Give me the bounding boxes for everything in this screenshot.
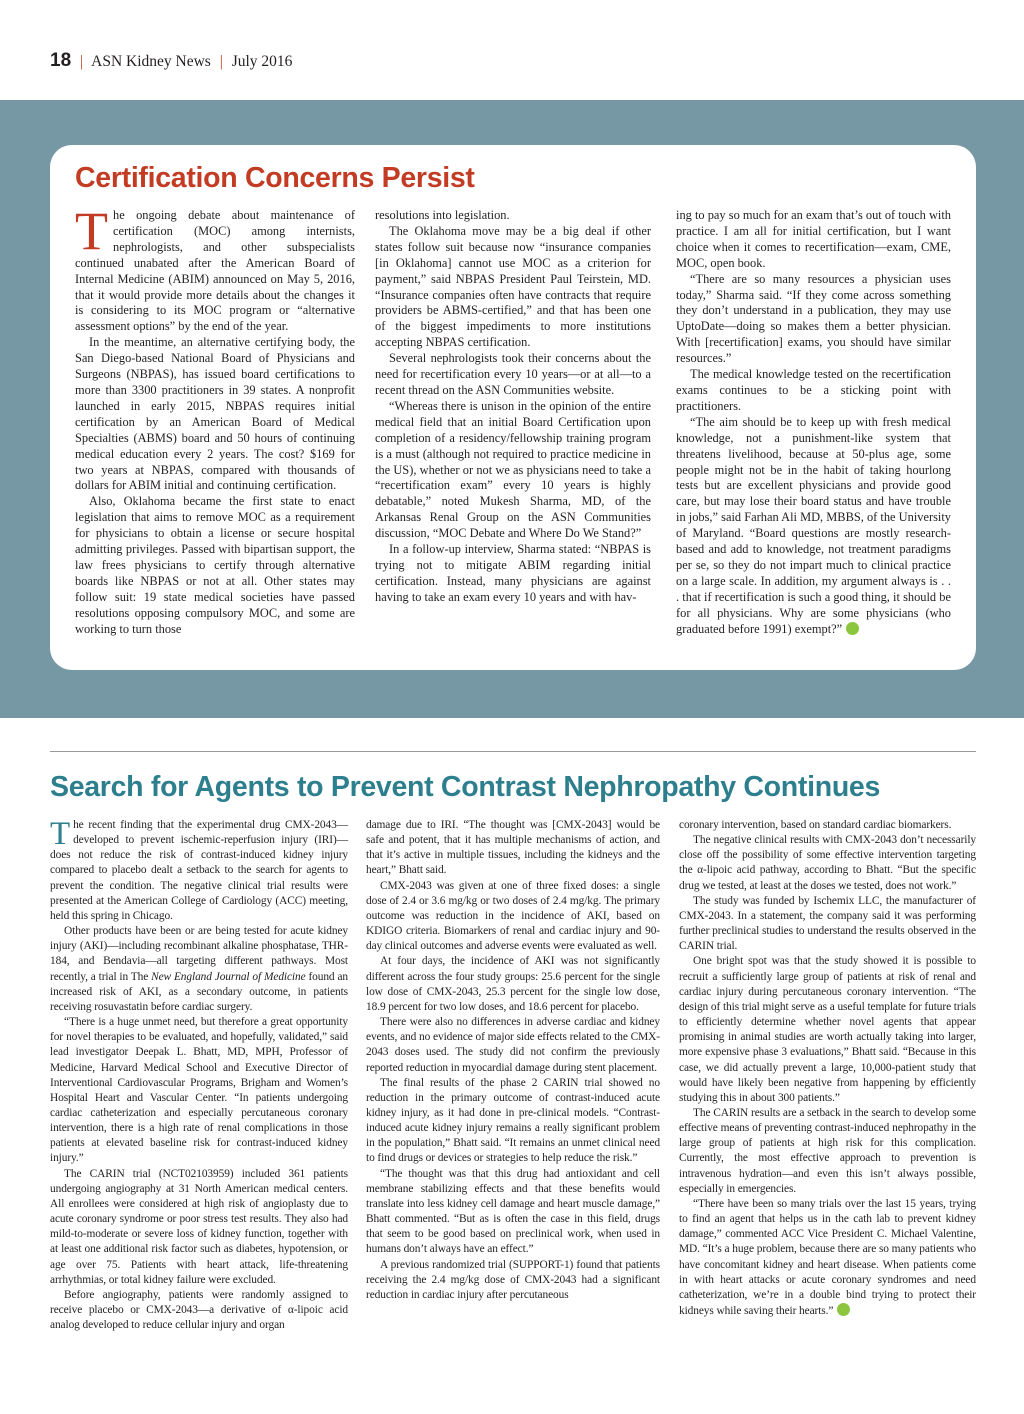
paragraph: damage due to IRI. “The thought was [CMX-2043] would be safe and potent, that it has multiple mechanisms of action, and that it’s active in multiple tissues, including the kidneys and the heart,” Bhatt said. [366, 819, 660, 877]
paragraph: Before angiography, patients were randomly assigned to receive placebo or CMX-2043—a derivative of α-lipoic acid analog developed to reduce cellular injury and organ [50, 1288, 348, 1332]
header-separator: | [219, 53, 223, 70]
paragraph: A previous randomized trial (SUPPORT-1) found that patients receiving the 2.4 mg/kg dose of CMX-2043 had a significant reduction in cardiac injury after percutaneous [366, 1258, 660, 1301]
drop-cap: T [75, 201, 108, 261]
header-separator: | [80, 53, 84, 70]
paragraph: Several nephrologists took their concerns about the need for recertification every 10 years—or at all—to a recent thread on the ASN Communities website. [375, 351, 651, 397]
paragraph: “There are so many resources a physician uses today,” Sharma said. “If they come across something they don’t understand in a publication, they may use UptoDate—doing so makes them a better physician. With [recertification] exams, you should have similar resources.” [676, 271, 951, 366]
article2-column-1 [50, 818, 348, 1333]
article1-column-2 [375, 208, 651, 606]
paragraph: One bright spot was that the study showed it is possible to recruit a sufficiently large group of patients at risk of renal and cardiac injury during percutaneous coronary intervention. “The design of this trial might serve as a useful template for future trials to efficiently determine whether novel agents that appear promising in animal studies are worth actually taking into larger, more expensive phase 3 evaluations,” Bhatt said. “Because in this case, we did actually prevent a large, 10,000-patient study that would have likely been negative from happening by efficiently studying this in about 300 patients.” [679, 955, 976, 1104]
running-header [50, 50, 292, 72]
paragraph: The CARIN trial (NCT02103959) included 361 patients undergoing angiography at 31 North American medical centers. All enrollees were considered at high risk of angioplasty due to acute coronary syndrome or poor stress test results. They also had mild-to-moderate or severe loss of kidney function, together with at least one additional risk factor such as diabetes, hypotension, or age over 75. Patients with heart attack, life-threatening arrhythmias, or total kidney failure were excluded. [50, 1167, 348, 1286]
paragraph: In the meantime, an alternative certifying body, the San Diego-based National Board of Physicians and Surgeons (NBPAS), has issued board certifications to more than 3300 practitioners in 39 states. A nonprofit launched in early 2015, NBPAS requires initial certification by an American Board of Medical Specialties (ABMS) board and 50 hours of continuing medical education every 2 years. The cost? $169 for two years at NBPAS, compared with thousands of dollars for ABIM initial and continuing certification. [75, 335, 355, 493]
article1-column-1 [75, 201, 355, 637]
end-of-article-icon [837, 1303, 850, 1316]
article1-column-3 [676, 208, 951, 637]
paragraph: “Whereas there is unison in the opinion of the entire medical field that an initial Board Certification upon completion of a residency/fellowship training program is a must (although not required to practice medicine in the US), whether or not we as physicians need to take a “recertification exam” every 10 years is highly debatable,” noted Mukesh Sharma, MD, of the Arkansas Renal Group on the ASN Communities discussion, “MOC Debate and Where Do We Stand?” [375, 398, 651, 541]
paragraph: Also, Oklahoma became the first state to enact legislation that aims to remove MOC as a requirement for physicians to obtain a license or secure hospital admitting privileges. Passed with bipartisan support, the law frees physicians to certify through alternative boards like NBPAS or not at all. Other states may follow suit: 19 state medical societies have passed resolutions opposing compulsory MOC, and some are working to turn those [75, 494, 355, 636]
paragraph: The study was funded by Ischemix LLC, the manufacturer of CMX-2043. In a statement, the company said it was performing further preclinical studies to understand the results observed in the CARIN trial. [679, 894, 976, 953]
paragraph: The medical knowledge tested on the recertification exams continues to be a sticking point with practitioners. [676, 367, 951, 413]
paragraph: CMX-2043 was given at one of three fixed doses: a single dose of 2.4 or 3.6 mg/kg or two doses of 2.4 mg/kg. The primary outcome was reduction in the incidence of AKI, based on KDIGO criteria. Biomarkers of renal and cardiac injury and 90-day clinical outcomes and adverse events were evaluated as well. [366, 879, 660, 953]
paragraph: The recent finding that the experimental drug CMX-2043—developed to prevent ischemic-reperfusion injury (IRI)—does not reduce the risk of contrast-induced kidney injury compared to placebo dealt a setback to the search for agents to prevent the condition. The negative clinical trial results were presented at the American College of Cardiology (ACC) meeting, held this spring in Chicago. [50, 816, 348, 922]
page-number: 18 [50, 50, 72, 71]
paragraph: At four days, the incidence of AKI was not significantly different across the four study groups: 25.6 percent for the single low dose of CMX-2043, 25.3 percent for the single low dose, 18.9 percent for two low doses, and 18.6 percent for placebo. [366, 955, 660, 1013]
paragraph: There were also no differences in adverse cardiac and kidney events, and no evidence of major side effects related to the CMX-2043 doses used. The study did not confirm the previously reported reduction in myocardial damage during stent placement. [366, 1016, 660, 1074]
paragraph: The ongoing debate about maintenance of certification (MOC) among internists, nephrologists, and other subspecialists continued unabated after the American Board of Internal Medicine (ABIM) announced on May 5, 2016, that it would provide more details about the changes it is considering to its MOC program or “alternative assessment options” by the end of the year. [75, 201, 355, 334]
paragraph: “There have been so many trials over the last 15 years, trying to find an agent that helps us in the cath lab to prevent kidney damage,” commented ACC Vice President C. Michael Valentine, MD. “It’s a huge problem, because there are so many patients who have concomitant kidney and heart disease. When patients come in with heart attacks or acute coronary syndromes and need catheterization, we’re in a double bind trying to protect their kidneys while saving their hearts.” [679, 1197, 976, 1317]
section-divider [50, 751, 976, 752]
paragraph: resolutions into legislation. [375, 208, 510, 222]
paragraph: In a follow-up interview, Sharma stated: “NBPAS is trying not to mitigate ABIM regarding initial certification. Instead, many physicians are against having to take an exam every 10 years and with hav- [375, 542, 651, 604]
paragraph: The Oklahoma move may be a big deal if other states follow suit because now “insurance companies [in Oklahoma] cannot use MOC as a criterion for payment,” said NBPAS President Paul Teirstein, MD. “Insurance companies often have contracts that require providers be ABMS-certified,” and that has been one of the biggest impediments to more institutions accepting NBPAS certification. [375, 223, 651, 350]
article2-column-3 [679, 818, 976, 1319]
publication-name: ASN Kidney News [91, 53, 211, 70]
paragraph: “There is a huge unmet need, but therefore a great opportunity for novel therapies to be evaluated, and hopefully, validated,” said lead investigator Deepak L. Bhatt, MD, MPH, Professor of Medicine, Harvard Medical School and Executive Director of Interventional Cardiovascular Programs, Brigham and Women’s Hospital Heart and Vascular Center. “In patients undergoing cardiac catheterization and especially percutaneous coronary intervention, there is a high rate of renal complications in those patients at elevated baseline risk for contrast-induced kidney injury.” [50, 1016, 348, 1165]
article1-title: Certification Concerns Persist [75, 162, 475, 194]
end-of-article-icon [846, 622, 859, 635]
paragraph: The final results of the phase 2 CARIN trial showed no reduction in the primary outcome of contrast-induced acute kidney injury, as it had done in pre-clinical models. “Contrast-induced acute kidney injury remains a really significant problem in the population,” Bhatt said. “It remains an unmet clinical need to find drugs or devices or strategies to help reduce the risk.” [366, 1076, 660, 1165]
paragraph: coronary intervention, based on standard cardiac biomarkers. [679, 819, 952, 831]
article2-column-2 [366, 818, 660, 1303]
paragraph: Other products have been or are being tested for acute kidney injury (AKI)—including recombinant alkaline phosphatase, THR-184, and Bendavia—all targeting different pathways. Most recently, a trial in The New England Journal of Medicine found an increased risk of AKI, as a secondary outcome, in patients receiving rosuvastatin before cardiac surgery. [50, 925, 348, 1013]
issue-date: July 2016 [231, 53, 293, 70]
paragraph: ing to pay so much for an exam that’s out of touch with practice. I am all for initial certification, but I want choice when it comes to recertification—exam, CME, MOC, open book. [676, 208, 951, 270]
paragraph: “The aim should be to keep up with fresh medical knowledge, not a punishment-like system that threatens livelihood, because at 50-plus age, some people might not be in the habit of taking hourlong tests but are excellent physicians and provide good care, but may lose their board status and have trouble in jobs,” said Farhan Ali MD, MBBS, of the University of Maryland. “Board questions are mostly research-based and add to knowledge, not treatment paradigms per se, so they do not impart much to clinical practice on a large scale. In addition, my argument always is . . . that if recertification is such a good thing, it should be for all physicians. Why are some physicians (who graduated before 1991) exempt?” [676, 414, 951, 636]
paragraph: “The thought was that this drug had antioxidant and cell membrane stabilizing effects and that these benefits would translate into less kidney cell damage and heart muscle damage,” Bhatt commented. “But as is often the case in this field, drugs that seem to be good based on preclinical work, when used in humans don’t always have an effect.” [366, 1167, 660, 1256]
drop-cap: T [50, 816, 71, 852]
paragraph: The CARIN results are a setback in the search to develop some effective means of preventing contrast-induced nephropathy in the large group of patients at high risk for this complication. Currently, the most effective approach to prevention is intravenous hydration—and even this isn’t always possible, especially in emergencies. [679, 1106, 976, 1195]
paragraph: The negative clinical results with CMX-2043 don’t necessarily close off the possibility of some effective intervention targeting the α-lipoic acid pathway, according to Bhatt. “But the specific drug we tested, at least at the doses we tested, does not work.” [679, 834, 976, 892]
journal-name: New England Journal of Medicine [151, 970, 306, 983]
article2-title: Search for Agents to Prevent Contrast Nephropathy Continues [50, 771, 881, 803]
